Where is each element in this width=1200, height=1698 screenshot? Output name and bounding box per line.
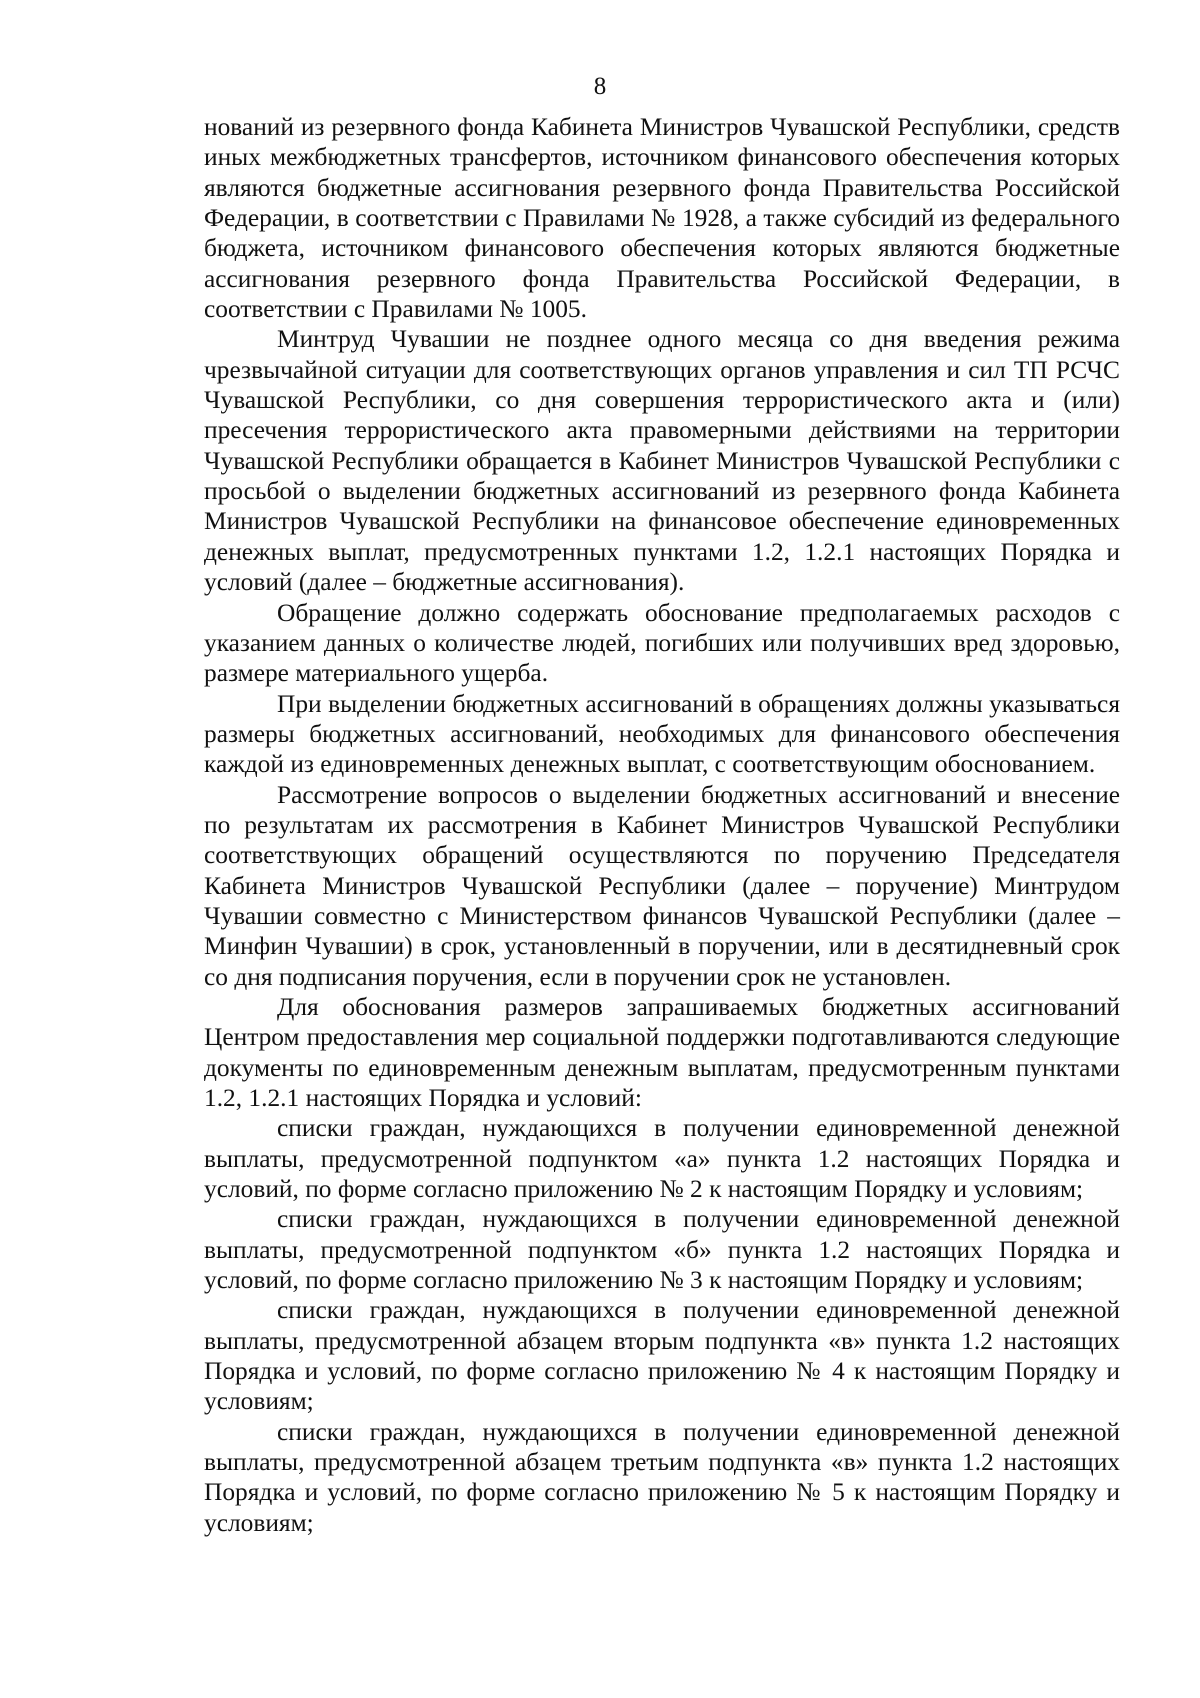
- paragraph: Для обоснования размеров запрашиваемых бюджетных ассигнований Центром предоставления мер социальной поддержки подготавливаются следующие документы по единовременным денежным выплатам, предусмотренным пунктами 1.2, 1.2.1 настоящих Порядка и условий:: [204, 992, 1120, 1112]
- list-item-paragraph: списки граждан, нуждающихся в получении единовременной денежной выплаты, предусмотренной абзацем вторым подпункта «в» пункта 1.2 настоящих Порядка и условий, по форме согласно приложению № 4 к настоящим Порядку и условиям;: [204, 1296, 1120, 1416]
- page-number: 8: [593, 73, 607, 100]
- list-item-paragraph: списки граждан, нуждающихся в получении единовременной денежной выплаты, предусмотренной абзацем третьим подпункта «в» пункта 1.2 настоящих Порядка и условий, по форме согласно приложению № 5 к настоящим Порядку и условиям;: [204, 1417, 1120, 1537]
- paragraph-continuation: нований из резервного фонда Кабинета Министров Чувашской Республики, средств иных межбюджетных трансфертов, источником финансового обеспечения которых являются бюджетные ассигнования резервного фонда Правительства Российской Федерации, в соответствии с Правилами № 1928, а также субсидий из федерального бюджета, источником финансового обеспечения которых являются бюджетные ассигнования резервного фонда Правительства Российской Федерации, в соответствии с Правилами № 1005.: [204, 113, 1120, 324]
- list-item-paragraph: списки граждан, нуждающихся в получении единовременной денежной выплаты, предусмотренной подпунктом «б» пункта 1.2 настоящих Порядка и условий, по форме согласно приложению № 3 к настоящим Порядку и условиям;: [204, 1205, 1120, 1295]
- document-body: [204, 112, 1120, 1538]
- paragraph: Обращение должно содержать обоснование предполагаемых расходов с указанием данных о количестве людей, погибших или получивших вред здоровью, размере материального ущерба.: [204, 598, 1120, 688]
- paragraph: При выделении бюджетных ассигнований в обращениях должны указываться размеры бюджетных ассигнований, необходимых для финансового обеспечения каждой из единовременных денежных выплат, с соответствующим обоснованием.: [204, 689, 1120, 779]
- paragraph: Рассмотрение вопросов о выделении бюджетных ассигнований и внесение по результатам их рассмотрения в Кабинет Министров Чувашской Республики соответствующих обращений осуществляются по поручению Председателя Кабинета Министров Чувашской Республики (далее – поручение) Минтрудом Чувашии совместно с Министерством финансов Чувашской Республики (далее – Минфин Чувашии) в срок, установленный в поручении, или в десятидневный срок со дня подписания поручения, если в поручении срок не установлен.: [204, 780, 1120, 991]
- list-item-paragraph: списки граждан, нуждающихся в получении единовременной денежной выплаты, предусмотренной подпунктом «а» пункта 1.2 настоящих Порядка и условий, по форме согласно приложению № 2 к настоящим Порядку и условиям;: [204, 1114, 1120, 1204]
- paragraph: Минтруд Чувашии не позднее одного месяца со дня введения режима чрезвычайной ситуации для соответствующих органов управления и сил ТП РСЧС Чувашской Республики, со дня совершения террористического акта и (или) пресечения террористического акта правомерными действиями на территории Чувашской Республики обращается в Кабинет Министров Чувашской Республики с просьбой о выделении бюджетных ассигнований из резервного фонда Кабинета Министров Чувашской Республики на финансовое обеспечение единовременных денежных выплат, предусмотренных пунктами 1.2, 1.2.1 настоящих Порядка и условий (далее – бюджетные ассигнования).: [204, 325, 1120, 597]
